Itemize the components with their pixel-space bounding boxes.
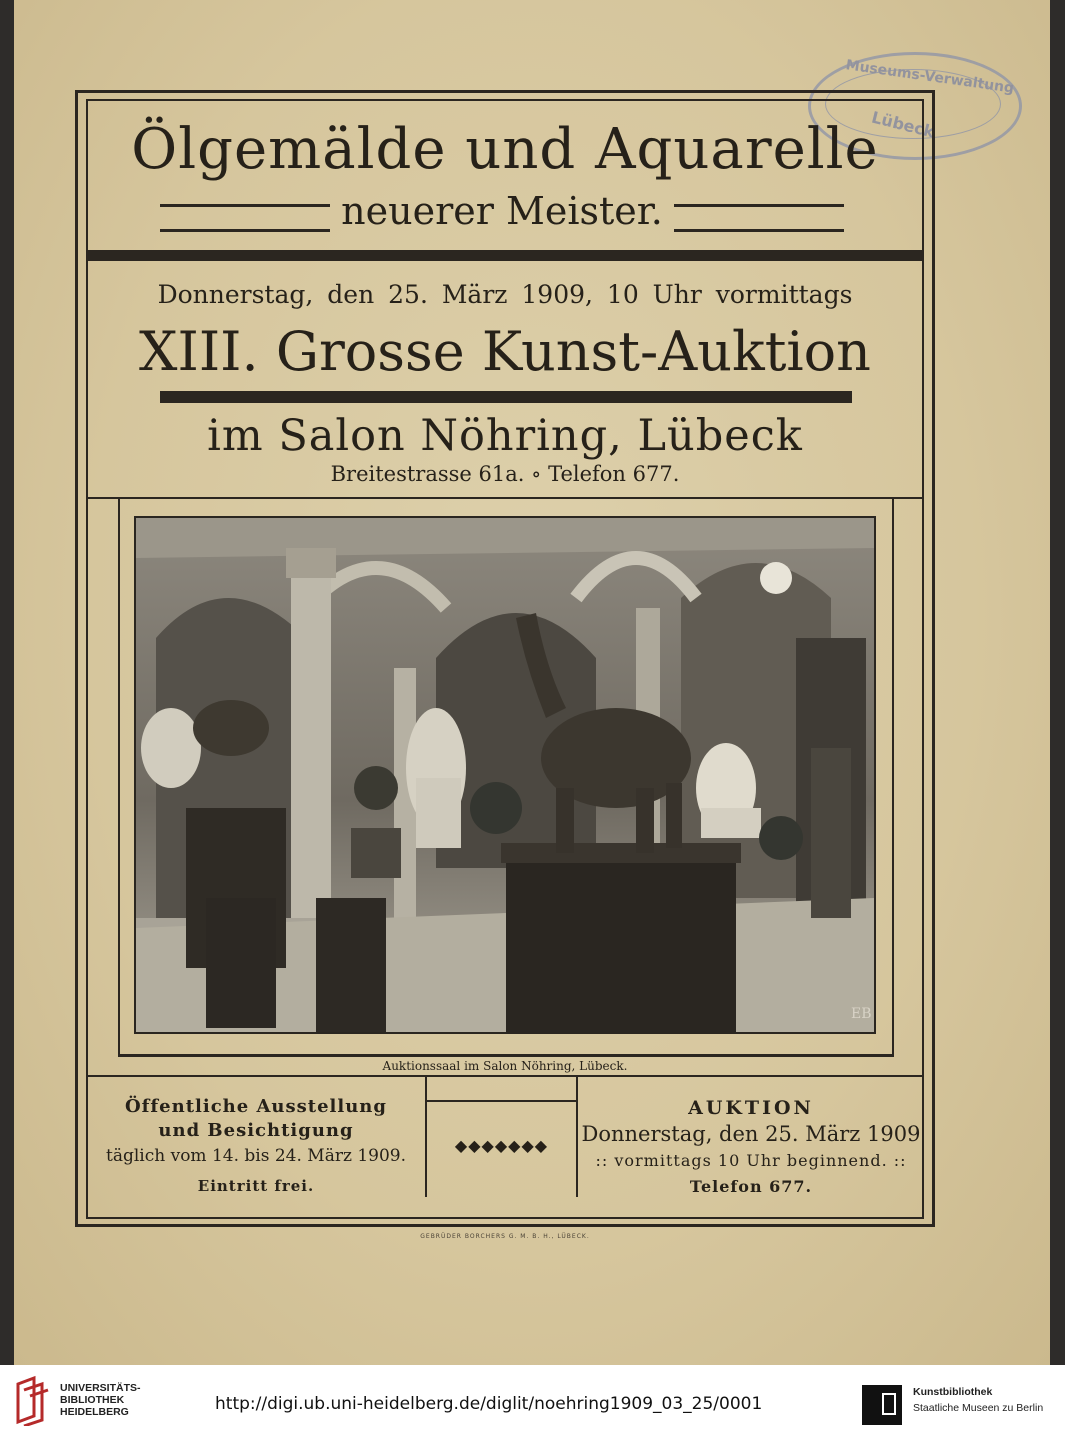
auction-title-underline [160, 391, 852, 403]
photo-caption: Auktionssaal im Salon Nöhring, Lübeck. [382, 1059, 628, 1073]
exhibition-dates: täglich vom 14. bis 24. März 1909. [106, 1146, 406, 1166]
info-top-rule [86, 1075, 924, 1077]
kb-logo-line-1: Kunstbibliothek [913, 1386, 993, 1398]
ub-heidelberg-logo-text [60, 1382, 141, 1418]
photo-monogram: EB [851, 1006, 872, 1022]
divider-bar [88, 250, 922, 261]
auction-time: :: vormittags 10 Uhr beginnend. :: [595, 1151, 907, 1170]
ornament-box-top [427, 1100, 576, 1102]
venue-address: Breitestrasse 61a. ∘ Telefon 677. [330, 462, 680, 486]
ub-logo-line-3: HEIDELBERG [60, 1406, 129, 1418]
exhibition-heading-2: und Besichtigung [158, 1120, 354, 1141]
caption-rule [118, 1054, 894, 1056]
stamp-text-2: Lübeck [869, 107, 937, 142]
kunstbibliothek-logo-icon [862, 1385, 902, 1425]
auction-heading: AUKTION [688, 1097, 814, 1119]
ub-logo-line-1: UNIVERSITÄTS- [60, 1382, 141, 1394]
scan-background-right [1048, 0, 1065, 1365]
stamp-text-1: Museums-Verwaltung [844, 57, 1015, 97]
auction-hall-photo [134, 516, 876, 1034]
auction-hall-illustration [136, 518, 874, 1032]
kb-logo-line-2: Staatliche Museen zu Berlin [913, 1402, 1044, 1414]
exhibition-info [88, 1095, 424, 1195]
subtitle-row [160, 189, 844, 240]
auction-info [580, 1097, 922, 1196]
info-divider-right [576, 1077, 578, 1197]
exhibition-heading-1: Öffentliche Ausstellung [125, 1096, 387, 1117]
subtitle: neuerer Meister. [341, 189, 663, 233]
printer-imprint: GEBRÜDER BORCHERS G. M. B. H., LÜBECK. [420, 1233, 590, 1240]
auction-date-line: Donnerstag, den 25. März 1909, 10 Uhr vormittags [157, 280, 853, 309]
exhibition-entry: Eintritt frei. [197, 1177, 315, 1195]
document-url-link[interactable]: http://digi.ub.uni-heidelberg.de/diglit/noehring1909_03_25/0001 [215, 1394, 763, 1414]
auction-title: XIII. Grosse Kunst-Auktion [139, 320, 871, 383]
ub-heidelberg-logo-icon [12, 1374, 52, 1426]
kunstbibliothek-logo-text [913, 1384, 1043, 1416]
diamond-ornament: ◆◆◆◆◆◆◆ [454, 1136, 549, 1155]
ub-logo-line-2: BIBLIOTHEK [60, 1394, 125, 1406]
auction-date: Donnerstag, den 25. März 1909 [581, 1122, 921, 1146]
auction-phone: Telefon 677. [689, 1177, 813, 1196]
main-title: Ölgemälde und Aquarelle [131, 117, 879, 182]
venue-title: im Salon Nöhring, Lübeck [207, 411, 803, 461]
info-divider-left [425, 1077, 427, 1197]
